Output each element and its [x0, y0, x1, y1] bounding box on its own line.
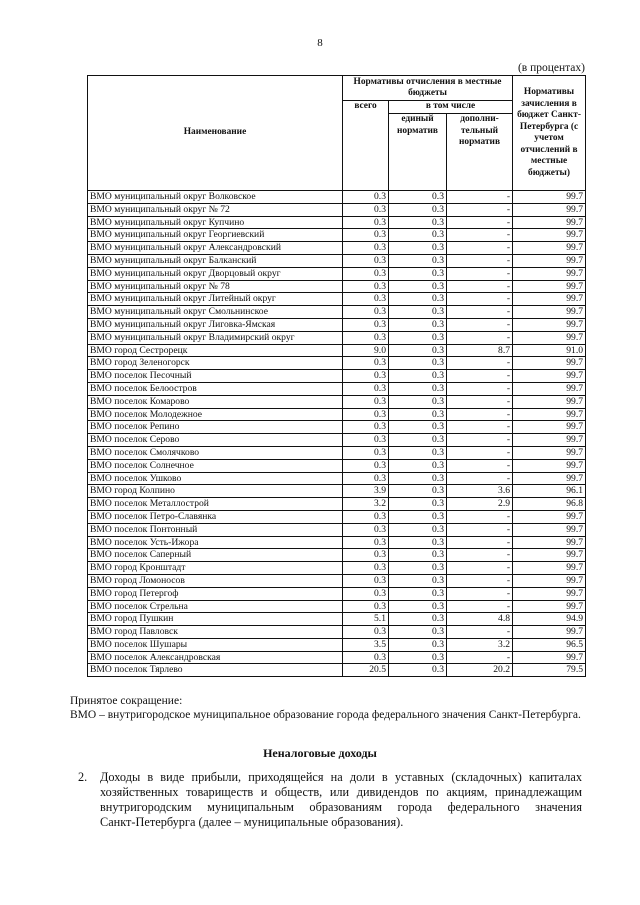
row-additional: -	[447, 446, 513, 459]
header-local-budgets: Нормативы отчисления в местные бюджеты	[343, 76, 513, 101]
row-additional: 20.2	[447, 664, 513, 677]
row-single: 0.3	[389, 459, 447, 472]
row-spb: 99.7	[513, 587, 586, 600]
row-single: 0.3	[389, 600, 447, 613]
row-total: 0.3	[343, 382, 389, 395]
item-line: внутригородским муниципальным образованиям города федерального значения	[100, 800, 582, 814]
row-total: 0.3	[343, 229, 389, 242]
row-spb: 99.7	[513, 523, 586, 536]
row-total: 0.3	[343, 293, 389, 306]
row-total: 0.3	[343, 408, 389, 421]
row-spb: 99.7	[513, 267, 586, 280]
row-name: ВМО муниципальный округ Купчино	[88, 216, 343, 229]
table-row	[88, 280, 586, 293]
table-row	[88, 459, 586, 472]
row-single: 0.3	[389, 485, 447, 498]
row-additional: 8.7	[447, 344, 513, 357]
row-single: 0.3	[389, 395, 447, 408]
header-total: всего	[343, 101, 389, 191]
table-row	[88, 600, 586, 613]
row-additional: -	[447, 549, 513, 562]
row-total: 0.3	[343, 254, 389, 267]
row-spb: 99.7	[513, 318, 586, 331]
row-spb: 99.7	[513, 574, 586, 587]
row-name: ВМО муниципальный округ Александровский	[88, 242, 343, 255]
row-single: 0.3	[389, 331, 447, 344]
row-single: 0.3	[389, 370, 447, 383]
row-single: 0.3	[389, 293, 447, 306]
header-including: в том числе	[389, 101, 513, 114]
row-spb: 99.7	[513, 434, 586, 447]
row-single: 0.3	[389, 510, 447, 523]
row-total: 0.3	[343, 626, 389, 639]
table-row	[88, 293, 586, 306]
row-single: 0.3	[389, 318, 447, 331]
row-spb: 99.7	[513, 306, 586, 319]
table-row	[88, 446, 586, 459]
row-spb: 99.7	[513, 203, 586, 216]
row-name: ВМО город Пушкин	[88, 613, 343, 626]
row-additional: -	[447, 242, 513, 255]
row-additional: -	[447, 421, 513, 434]
row-name: ВМО город Сестрорецк	[88, 344, 343, 357]
row-additional: -	[447, 523, 513, 536]
table-row	[88, 254, 586, 267]
row-name: ВМО муниципальный округ Владимирский округ	[88, 331, 343, 344]
row-additional: -	[447, 254, 513, 267]
row-total: 5.1	[343, 613, 389, 626]
row-total: 0.3	[343, 357, 389, 370]
row-single: 0.3	[389, 574, 447, 587]
table-row	[88, 216, 586, 229]
row-additional: -	[447, 626, 513, 639]
row-single: 0.3	[389, 446, 447, 459]
row-single: 0.3	[389, 613, 447, 626]
row-additional: -	[447, 510, 513, 523]
row-total: 9.0	[343, 344, 389, 357]
row-single: 0.3	[389, 664, 447, 677]
row-total: 0.3	[343, 446, 389, 459]
row-total: 0.3	[343, 651, 389, 664]
table-row	[88, 267, 586, 280]
table-row	[88, 382, 586, 395]
row-additional: 3.2	[447, 638, 513, 651]
table-row	[88, 229, 586, 242]
row-additional: -	[447, 331, 513, 344]
row-additional: 3.6	[447, 485, 513, 498]
row-spb: 99.7	[513, 472, 586, 485]
table-row	[88, 664, 586, 677]
row-name: ВМО муниципальный округ № 72	[88, 203, 343, 216]
row-name: ВМО поселок Петро-Славянка	[88, 510, 343, 523]
row-spb: 99.7	[513, 242, 586, 255]
row-spb: 99.7	[513, 395, 586, 408]
row-single: 0.3	[389, 229, 447, 242]
row-total: 0.3	[343, 562, 389, 575]
row-additional: -	[447, 229, 513, 242]
row-additional: 2.9	[447, 498, 513, 511]
table-row	[88, 344, 586, 357]
row-total: 0.3	[343, 306, 389, 319]
row-total: 0.3	[343, 536, 389, 549]
row-total: 0.3	[343, 203, 389, 216]
table-row	[88, 587, 586, 600]
row-spb: 96.8	[513, 498, 586, 511]
abbreviation-title: Принятое сокращение:	[70, 695, 183, 707]
row-additional: -	[447, 370, 513, 383]
row-spb: 79.5	[513, 664, 586, 677]
row-spb: 99.7	[513, 651, 586, 664]
row-total: 0.3	[343, 191, 389, 204]
row-single: 0.3	[389, 562, 447, 575]
row-additional: -	[447, 562, 513, 575]
row-total: 0.3	[343, 421, 389, 434]
header-name: Наименование	[88, 76, 343, 191]
row-name: ВМО муниципальный округ Лиговка-Ямская	[88, 318, 343, 331]
row-single: 0.3	[389, 472, 447, 485]
row-additional: -	[447, 293, 513, 306]
list-item-2	[70, 770, 582, 830]
table-row	[88, 331, 586, 344]
row-additional: -	[447, 280, 513, 293]
row-spb: 96.5	[513, 638, 586, 651]
table-row	[88, 651, 586, 664]
row-total: 0.3	[343, 510, 389, 523]
row-spb: 99.7	[513, 216, 586, 229]
row-name: ВМО поселок Стрельна	[88, 600, 343, 613]
item-line: Санкт-Петербурга (далее – муниципальные образования).	[100, 815, 404, 829]
row-total: 0.3	[343, 318, 389, 331]
table-row	[88, 318, 586, 331]
row-spb: 99.7	[513, 357, 586, 370]
table-row	[88, 242, 586, 255]
row-total: 0.3	[343, 395, 389, 408]
row-spb: 99.7	[513, 549, 586, 562]
row-total: 0.3	[343, 523, 389, 536]
table-row	[88, 562, 586, 575]
table-row	[88, 536, 586, 549]
row-name: ВМО поселок Серово	[88, 434, 343, 447]
row-additional: -	[447, 357, 513, 370]
table-row	[88, 203, 586, 216]
row-single: 0.3	[389, 357, 447, 370]
row-total: 20.5	[343, 664, 389, 677]
row-name: ВМО поселок Белоостров	[88, 382, 343, 395]
row-name: ВМО поселок Шушары	[88, 638, 343, 651]
row-name: ВМО поселок Усть-Ижора	[88, 536, 343, 549]
row-single: 0.3	[389, 203, 447, 216]
table-row	[88, 523, 586, 536]
abbreviation-text: ВМО – внутригородское муниципальное образование города федерального значения Санкт-Петербурга.	[70, 709, 581, 721]
row-name: ВМО поселок Молодежное	[88, 408, 343, 421]
header-spb: Нормативы зачисления в бюджет Санкт-Петербурга (с учетом отчислений в местные бюджеты)	[513, 76, 586, 191]
row-name: ВМО муниципальный округ Балканский	[88, 254, 343, 267]
row-spb: 99.7	[513, 408, 586, 421]
item-text	[100, 770, 582, 830]
row-single: 0.3	[389, 421, 447, 434]
row-name: ВМО поселок Саперный	[88, 549, 343, 562]
row-single: 0.3	[389, 523, 447, 536]
row-total: 0.3	[343, 574, 389, 587]
table-row	[88, 638, 586, 651]
row-total: 3.2	[343, 498, 389, 511]
row-name: ВМО город Павловск	[88, 626, 343, 639]
row-spb: 99.7	[513, 510, 586, 523]
row-name: ВМО поселок Солнечное	[88, 459, 343, 472]
row-additional: -	[447, 434, 513, 447]
row-single: 0.3	[389, 242, 447, 255]
row-name: ВМО поселок Александровская	[88, 651, 343, 664]
table-row	[88, 434, 586, 447]
header-single: единый норматив	[389, 114, 447, 191]
item-number: 2.	[78, 770, 88, 784]
section-title: Неналоговые доходы	[263, 746, 377, 760]
row-total: 0.3	[343, 472, 389, 485]
row-spb: 99.7	[513, 536, 586, 549]
row-spb: 99.7	[513, 293, 586, 306]
row-single: 0.3	[389, 587, 447, 600]
row-additional: -	[447, 408, 513, 421]
row-name: ВМО муниципальный округ Георгиевский	[88, 229, 343, 242]
row-name: ВМО муниципальный округ Дворцовый округ	[88, 267, 343, 280]
row-spb: 94.9	[513, 613, 586, 626]
row-additional: -	[447, 459, 513, 472]
row-name: ВМО город Зеленогорск	[88, 357, 343, 370]
row-additional: -	[447, 203, 513, 216]
row-spb: 91.0	[513, 344, 586, 357]
row-name: ВМО муниципальный округ № 78	[88, 280, 343, 293]
table-row	[88, 485, 586, 498]
table-row	[88, 574, 586, 587]
table-row	[88, 613, 586, 626]
row-name: ВМО поселок Металлострой	[88, 498, 343, 511]
row-spb: 99.7	[513, 459, 586, 472]
row-total: 0.3	[343, 434, 389, 447]
table-row	[88, 395, 586, 408]
row-spb: 99.7	[513, 626, 586, 639]
row-single: 0.3	[389, 408, 447, 421]
table-row	[88, 191, 586, 204]
row-name: ВМО город Петергоф	[88, 587, 343, 600]
row-single: 0.3	[389, 382, 447, 395]
row-single: 0.3	[389, 254, 447, 267]
row-spb: 96.1	[513, 485, 586, 498]
row-total: 0.3	[343, 267, 389, 280]
row-name: ВМО муниципальный округ Волковское	[88, 191, 343, 204]
row-single: 0.3	[389, 638, 447, 651]
table-row	[88, 626, 586, 639]
row-name: ВМО город Ломоносов	[88, 574, 343, 587]
row-spb: 99.7	[513, 229, 586, 242]
row-total: 0.3	[343, 331, 389, 344]
row-additional: 4.8	[447, 613, 513, 626]
table-row	[88, 357, 586, 370]
item-line: Доходы в виде прибыли, приходящейся на доли в уставных (складочных) капиталах	[100, 770, 582, 784]
header-additional: дополни-тельный норматив	[447, 114, 513, 191]
row-additional: -	[447, 267, 513, 280]
table-row	[88, 472, 586, 485]
row-spb: 99.7	[513, 254, 586, 267]
row-total: 0.3	[343, 600, 389, 613]
row-spb: 99.7	[513, 600, 586, 613]
row-total: 0.3	[343, 549, 389, 562]
table-row	[88, 306, 586, 319]
row-spb: 99.7	[513, 280, 586, 293]
row-single: 0.3	[389, 626, 447, 639]
row-single: 0.3	[389, 191, 447, 204]
row-total: 0.3	[343, 587, 389, 600]
row-total: 0.3	[343, 459, 389, 472]
row-spb: 99.7	[513, 446, 586, 459]
row-additional: -	[447, 382, 513, 395]
row-name: ВМО поселок Песочный	[88, 370, 343, 383]
row-additional: -	[447, 306, 513, 319]
row-single: 0.3	[389, 536, 447, 549]
norms-table	[87, 75, 586, 677]
row-single: 0.3	[389, 434, 447, 447]
row-additional: -	[447, 395, 513, 408]
page-number: 8	[317, 37, 323, 49]
row-name: ВМО поселок Репино	[88, 421, 343, 434]
row-single: 0.3	[389, 651, 447, 664]
table-row	[88, 498, 586, 511]
row-additional: -	[447, 191, 513, 204]
row-single: 0.3	[389, 280, 447, 293]
row-single: 0.3	[389, 549, 447, 562]
row-name: ВМО поселок Ушково	[88, 472, 343, 485]
table-row	[88, 408, 586, 421]
row-name: ВМО город Колпино	[88, 485, 343, 498]
row-spb: 99.7	[513, 421, 586, 434]
row-name: ВМО муниципальный округ Литейный округ	[88, 293, 343, 306]
row-name: ВМО поселок Понтонный	[88, 523, 343, 536]
row-additional: -	[447, 587, 513, 600]
row-total: 3.9	[343, 485, 389, 498]
table-row	[88, 370, 586, 383]
table-row	[88, 421, 586, 434]
row-single: 0.3	[389, 216, 447, 229]
row-spb: 99.7	[513, 370, 586, 383]
row-total: 0.3	[343, 242, 389, 255]
row-name: ВМО город Кронштадт	[88, 562, 343, 575]
row-additional: -	[447, 651, 513, 664]
item-line: хозяйственных товариществ и обществ, или дивидендов по акциям, принадлежащим	[100, 785, 582, 799]
row-additional: -	[447, 472, 513, 485]
row-total: 3.5	[343, 638, 389, 651]
row-name: ВМО поселок Комарово	[88, 395, 343, 408]
row-additional: -	[447, 536, 513, 549]
row-single: 0.3	[389, 306, 447, 319]
row-total: 0.3	[343, 370, 389, 383]
row-additional: -	[447, 600, 513, 613]
row-spb: 99.7	[513, 331, 586, 344]
table-row	[88, 549, 586, 562]
row-single: 0.3	[389, 344, 447, 357]
unit-note: (в процентах)	[517, 62, 585, 74]
row-spb: 99.7	[513, 382, 586, 395]
row-name: ВМО муниципальный округ Смольнинское	[88, 306, 343, 319]
row-total: 0.3	[343, 280, 389, 293]
row-additional: -	[447, 216, 513, 229]
row-total: 0.3	[343, 216, 389, 229]
row-spb: 99.7	[513, 191, 586, 204]
norms-table-body	[88, 191, 586, 677]
row-additional: -	[447, 574, 513, 587]
table-row	[88, 510, 586, 523]
row-name: ВМО поселок Тярлево	[88, 664, 343, 677]
row-name: ВМО поселок Смолячково	[88, 446, 343, 459]
row-single: 0.3	[389, 498, 447, 511]
row-single: 0.3	[389, 267, 447, 280]
row-additional: -	[447, 318, 513, 331]
row-spb: 99.7	[513, 562, 586, 575]
